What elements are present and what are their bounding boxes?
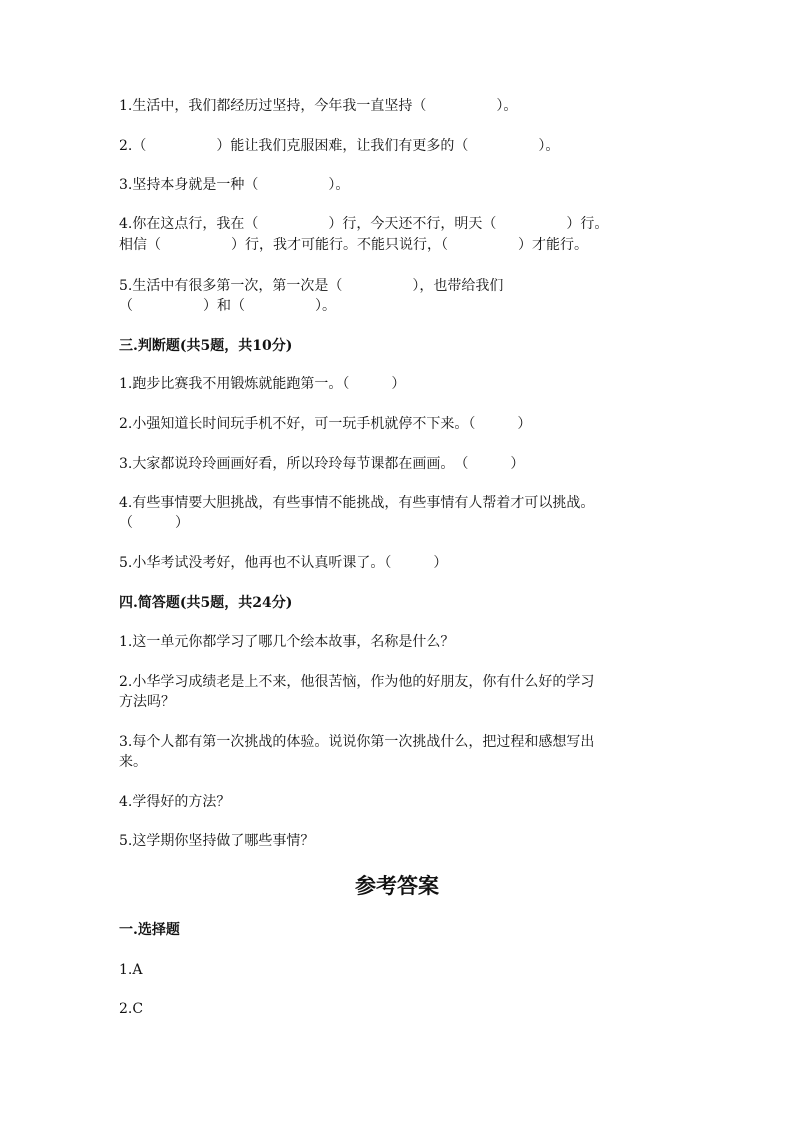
- answer-2: 2.C: [119, 1001, 144, 1017]
- short-answer-question-4: 4.学得好的方法？: [119, 794, 231, 810]
- answers-section-heading: 一.选择题: [119, 922, 180, 938]
- fill-blank-question-5-line-1: 5.生活中有很多第一次，第一次是（ ），也带给我们: [119, 278, 504, 294]
- fill-blank-question-4-line-1: 4.你在这点行，我在（ ）行，今天还不行，明天（ ）行。: [119, 216, 609, 232]
- short-answer-question-5: 5.这学期你坚持做了哪些事情？: [119, 833, 315, 849]
- short-answer-section-heading: 四.简答题(共5题，共24分): [119, 595, 293, 611]
- short-answer-question-3-line-1: 3.每个人都有第一次挑战的体验。说说你第一次挑战什么，把过程和感想写出: [119, 734, 595, 750]
- answers-title: 参考答案: [355, 873, 439, 898]
- short-answer-question-2-line-1: 2.小华学习成绩老是上不来，他很苦恼，作为他的好朋友，你有什么好的学习: [119, 674, 595, 690]
- fill-blank-question-4-line-2: 相信（ ）行，我才可能行。不能只说行，（ ）才能行。: [119, 237, 588, 253]
- judge-question-2: 2.小强知道长时间玩手机不好，可一玩手机就停不下来。（ ）: [119, 416, 532, 432]
- judge-question-5: 5.小华考试没考好，他再也不认真听课了。（ ）: [119, 555, 448, 571]
- judge-question-3: 3.大家都说玲玲画画好看，所以玲玲每节课都在画画。 （ ）: [119, 456, 525, 472]
- short-answer-question-3-line-2: 来。: [119, 754, 147, 770]
- judge-question-4-line-2: （ ）: [119, 515, 189, 531]
- fill-blank-question-1: 1.生活中，我们都经历过坚持，今年我一直坚持（ ）。: [119, 98, 518, 114]
- judge-question-4-line-1: 4.有些事情要大胆挑战，有些事情不能挑战，有些事情有人帮着才可以挑战。: [119, 495, 595, 511]
- short-answer-question-1: 1.这一单元你都学习了哪几个绘本故事，名称是什么？: [119, 634, 455, 650]
- judge-question-1: 1.跑步比赛我不用锻炼就能跑第一。（ ）: [119, 376, 406, 392]
- short-answer-question-2-line-2: 方法吗？: [119, 694, 175, 710]
- fill-blank-question-2: 2.（ ）能让我们克服困难，让我们有更多的（ ）。: [119, 138, 560, 154]
- fill-blank-question-3: 3.坚持本身就是一种（ ）。: [119, 177, 350, 193]
- answer-1: 1.A: [119, 962, 143, 978]
- judge-section-heading: 三.判断题(共5题，共10分): [119, 338, 293, 354]
- fill-blank-question-5-line-2: （ ）和（ ）。: [119, 298, 336, 314]
